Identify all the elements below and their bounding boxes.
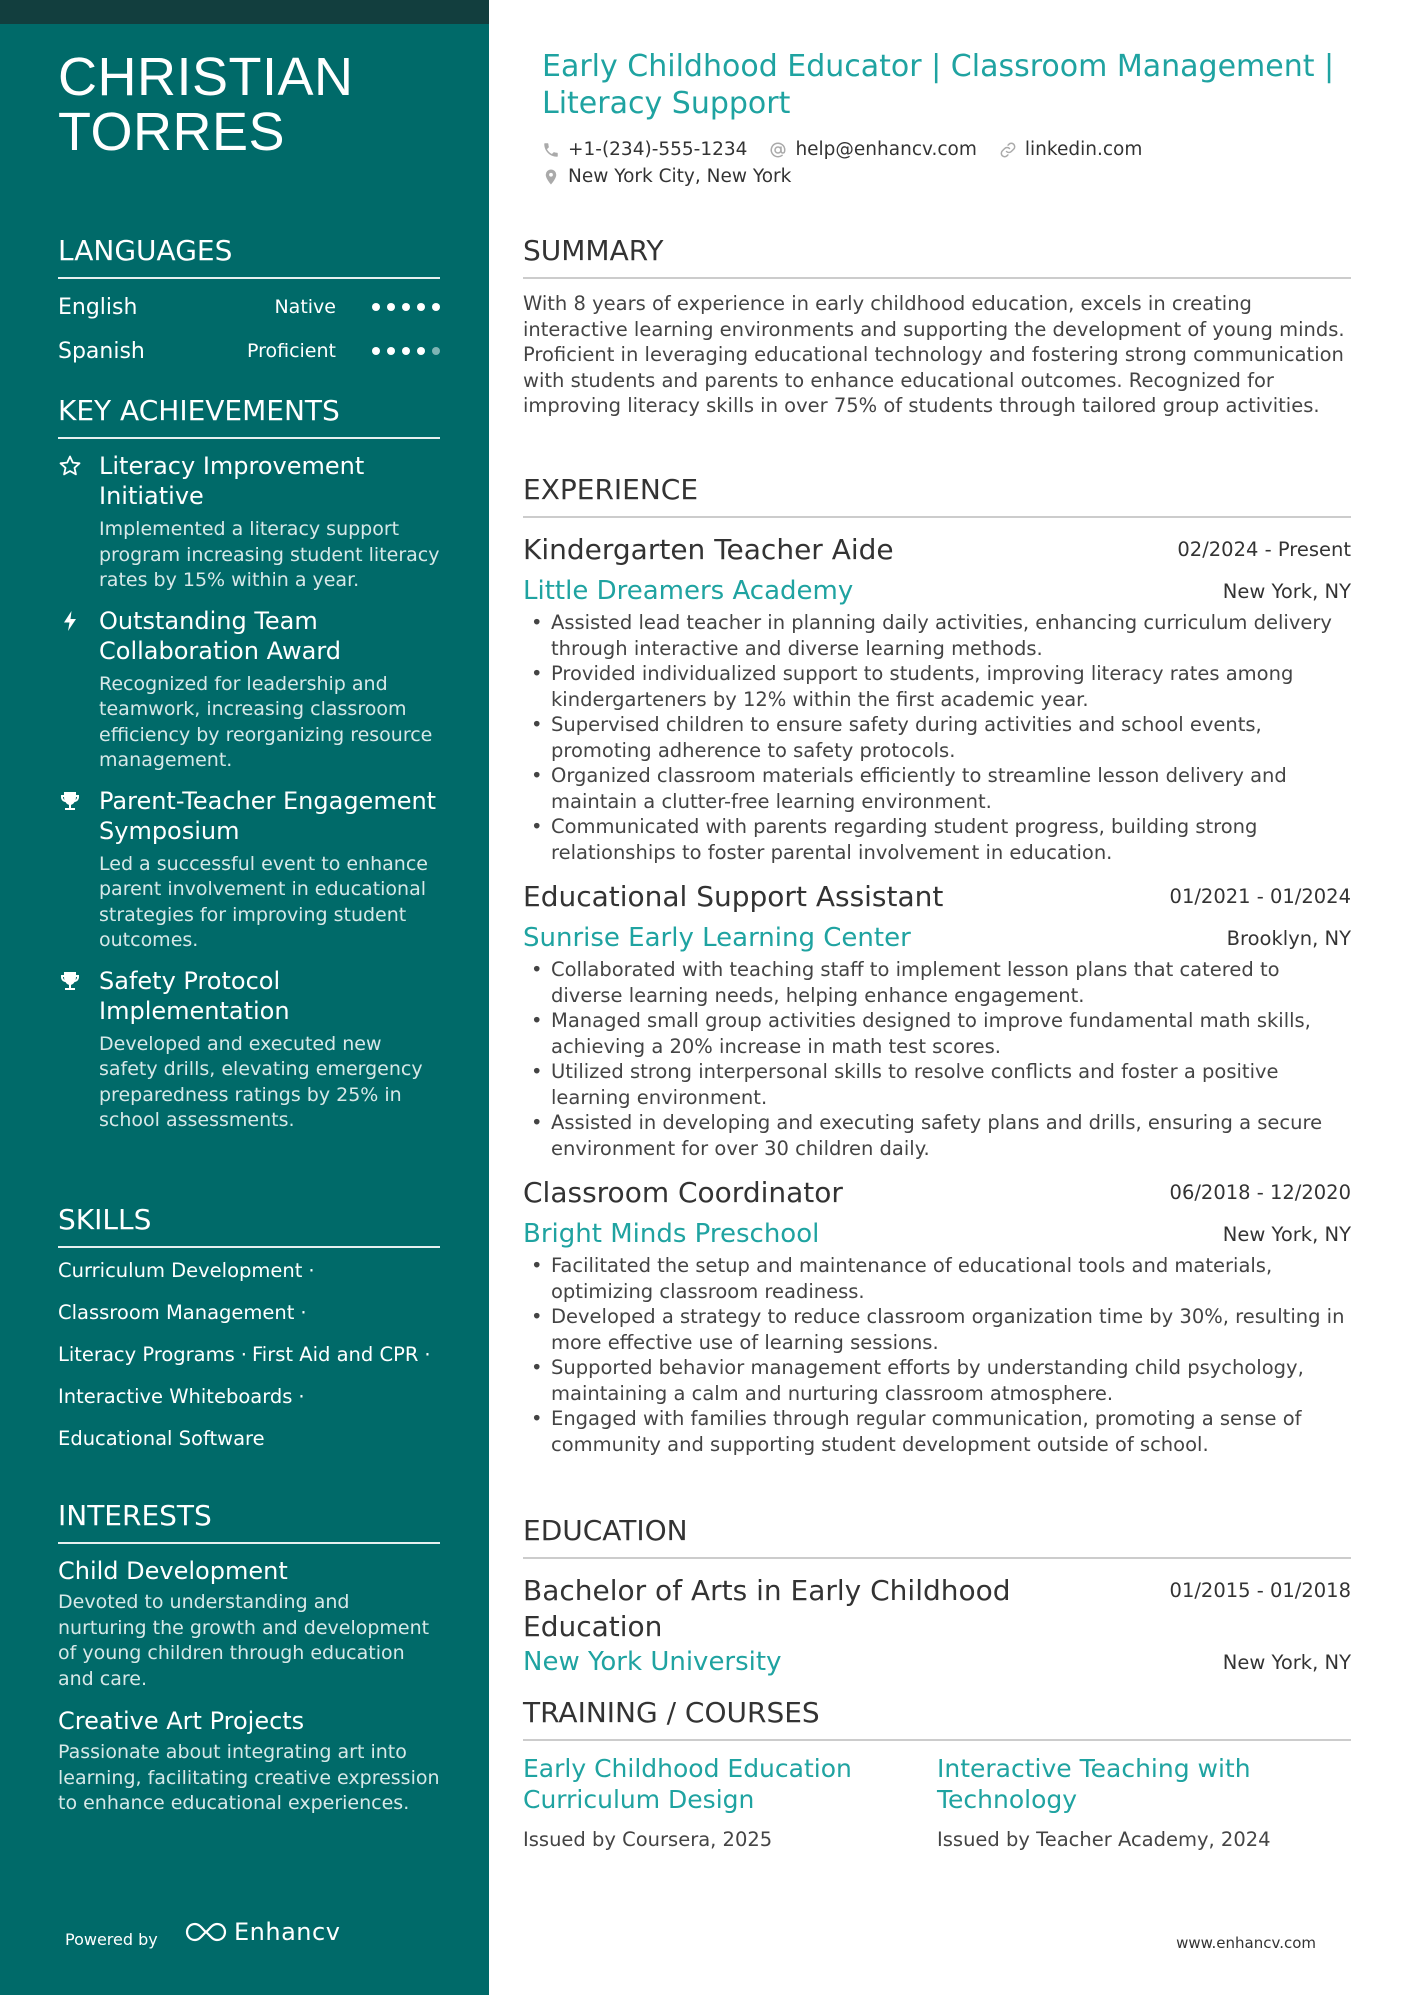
course-title: Early Childhood Education Curriculum Design xyxy=(523,1754,852,1814)
language-name: English xyxy=(58,294,138,320)
job-bullets xyxy=(523,1253,1351,1457)
achievements-section xyxy=(58,394,440,1134)
achievements-heading: KEY ACHIEVEMENTS xyxy=(58,394,440,439)
proficiency-dot xyxy=(417,347,425,355)
linkedin-contact[interactable] xyxy=(999,139,1142,160)
proficiency-dot xyxy=(402,347,410,355)
job-dates: 06/2018 - 12/2020 xyxy=(1169,1181,1351,1204)
bullet-item: • Managed small group activities designed to improve fundamental math skills, achieving a 20% increase in math test scores. xyxy=(523,1008,1351,1059)
bullet-item: • Utilized strong interpersonal skills to resolve conflicts and foster a positive learning environment. xyxy=(523,1059,1351,1110)
trophy-icon xyxy=(58,789,82,813)
education-header xyxy=(523,1569,1351,1641)
first-name: CHRISTIAN xyxy=(58,47,354,107)
achievement-title: Outstanding Team Collaboration Award xyxy=(99,606,342,665)
phone-contact[interactable] xyxy=(542,139,747,160)
job-entry xyxy=(523,528,1351,865)
language-row xyxy=(58,329,440,373)
skill-tag: Interactive Whiteboards xyxy=(58,1385,293,1408)
summary-text: With 8 years of experience in early childhood education, excels in creating interactive learning environments and supporting the development of young minds. Proficient in leveraging educational technology and fostering strong communication with students and parents to enhance educational outcomes. Recognized for improving literacy skills in over 75% of students through tailored group activities. xyxy=(523,292,1345,417)
bullet-item: • Collaborated with teaching staff to implement lesson plans that catered to diverse learning needs, helping enhance engagement. xyxy=(523,957,1351,1008)
skill-row xyxy=(58,1334,440,1376)
skill-row xyxy=(58,1418,440,1460)
education-section xyxy=(523,1514,1351,1679)
bullet-item: • Facilitated the setup and maintenance of educational tools and materials, optimizing classroom readiness. xyxy=(523,1253,1351,1304)
proficiency-dot xyxy=(372,347,380,355)
job-location: New York, NY xyxy=(1222,1223,1351,1246)
achievement-description: Implemented a literacy support program increasing student literacy rates by 15% within a year. xyxy=(99,518,440,591)
degree-title: Bachelor of Arts in Early Childhood Education xyxy=(523,1574,1011,1643)
achievement-item xyxy=(58,606,440,774)
company-name: Little Dreamers Academy xyxy=(523,576,854,606)
link-icon xyxy=(999,141,1017,159)
skill-row xyxy=(58,1250,440,1292)
bullet-item: • Supported behavior management efforts by understanding child psychology, maintaining a calm and nurturing classroom atmosphere. xyxy=(523,1355,1351,1406)
job-title: Classroom Coordinator xyxy=(523,1176,843,1209)
bullet-item: • Supervised children to ensure safety during activities and school events, promoting adherence to safety protocols. xyxy=(523,712,1351,763)
job-title: Educational Support Assistant xyxy=(523,880,944,913)
email-contact[interactable] xyxy=(769,139,976,160)
interest-description: Devoted to understanding and nurturing the growth and development of young children through education and care. xyxy=(58,1591,430,1690)
experience-heading: EXPERIENCE xyxy=(523,473,1351,518)
sidebar xyxy=(0,0,489,1995)
skill-tag: Educational Software xyxy=(58,1427,265,1450)
job-subheader xyxy=(523,919,1351,955)
achievement-description: Led a successful event to enhance parent involvement in educational strategies for improving student outcomes. xyxy=(99,852,428,951)
languages-section xyxy=(58,234,440,373)
proficiency-dot xyxy=(387,347,395,355)
enhancv-logo[interactable] xyxy=(184,1918,340,1946)
language-row xyxy=(58,285,440,329)
star-icon xyxy=(58,454,82,478)
location-contact xyxy=(542,166,791,187)
course-item xyxy=(523,1753,937,1853)
proficiency-dot xyxy=(372,303,380,311)
education-dates: 01/2015 - 01/2018 xyxy=(1169,1579,1351,1602)
skill-row xyxy=(58,1292,440,1334)
education-subheader xyxy=(523,1643,1351,1679)
skills-section xyxy=(58,1203,440,1460)
interests-section xyxy=(58,1499,440,1817)
skill-separator: · xyxy=(240,1343,247,1366)
skill-separator: · xyxy=(424,1343,431,1366)
skill-tag: Curriculum Development xyxy=(58,1259,303,1282)
achievement-item xyxy=(58,786,440,954)
phone-text: +1-(234)-555-1234 xyxy=(568,139,748,160)
proficiency-dot xyxy=(402,303,410,311)
skill-separator: · xyxy=(300,1301,307,1324)
achievement-description: Recognized for leadership and teamwork, increasing classroom efficiency by reorganizing resource management. xyxy=(99,672,433,771)
headline: Early Childhood Educator | Classroom Management | Literacy Support xyxy=(542,49,1335,121)
proficiency-dot xyxy=(417,303,425,311)
course-title: Interactive Teaching with Technology xyxy=(937,1754,1251,1814)
infinity-logo-icon xyxy=(184,1920,228,1944)
job-bullets xyxy=(523,610,1351,865)
candidate-name xyxy=(58,47,458,162)
course-issuer: Issued by Coursera, 2025 xyxy=(523,1828,773,1851)
interest-title: Creative Art Projects xyxy=(58,1707,305,1735)
skill-separator: · xyxy=(308,1259,315,1282)
course-item xyxy=(937,1753,1351,1853)
language-name: Spanish xyxy=(58,338,145,364)
language-level: Proficient xyxy=(246,340,336,362)
achievement-title: Safety Protocol Implementation xyxy=(99,966,290,1025)
bullet-item: • Assisted in developing and executing safety plans and drills, ensuring a secure environment for over 30 children daily. xyxy=(523,1110,1351,1161)
achievement-item xyxy=(58,966,440,1134)
education-heading: EDUCATION xyxy=(523,1514,1351,1559)
last-name: TORRES xyxy=(58,102,286,162)
skills-heading: SKILLS xyxy=(58,1203,440,1248)
job-entry xyxy=(523,1171,1351,1457)
job-subheader xyxy=(523,572,1351,608)
training-heading: TRAINING / COURSES xyxy=(523,1696,1351,1741)
achievement-title: Literacy Improvement Initiative xyxy=(99,452,365,510)
location-pin-icon xyxy=(542,168,560,186)
languages-heading: LANGUAGES xyxy=(58,234,440,279)
skill-tag: Classroom Management xyxy=(58,1301,295,1324)
bullet-item: • Developed a strategy to reduce classroom organization time by 30%, resulting in more effective use of learning sessions. xyxy=(523,1304,1351,1355)
contact-info xyxy=(542,136,1362,190)
linkedin-text: linkedin.com xyxy=(1024,139,1143,160)
summary-section xyxy=(523,234,1351,419)
training-section xyxy=(523,1696,1351,1853)
job-header xyxy=(523,875,1351,919)
powered-by-label: Powered by xyxy=(65,1930,158,1949)
job-bullets xyxy=(523,957,1351,1161)
experience-section xyxy=(523,473,1351,1457)
skill-tag: First Aid and CPR xyxy=(252,1343,419,1366)
email-text: help@enhancv.com xyxy=(795,139,977,160)
job-subheader xyxy=(523,1215,1351,1251)
language-proficiency-dots xyxy=(372,347,440,355)
school-name: New York University xyxy=(523,1647,782,1677)
contact-line xyxy=(542,136,1362,163)
job-dates: 01/2021 - 01/2024 xyxy=(1169,885,1351,908)
lightning-icon xyxy=(58,609,82,633)
course-issuer: Issued by Teacher Academy, 2024 xyxy=(937,1828,1271,1851)
job-entry xyxy=(523,875,1351,1161)
summary-heading: SUMMARY xyxy=(523,234,1351,279)
achievement-item xyxy=(58,451,440,594)
job-dates: 02/2024 - Present xyxy=(1177,538,1351,561)
skill-row xyxy=(58,1376,440,1418)
job-header xyxy=(523,1171,1351,1215)
trophy-icon xyxy=(58,969,82,993)
achievement-title: Parent-Teacher Engagement Symposium xyxy=(99,786,437,845)
bullet-item: • Organized classroom materials efficiently to streamline lesson delivery and maintain a clutter-free learning environment. xyxy=(523,763,1351,814)
proficiency-dot xyxy=(432,347,440,355)
proficiency-dot xyxy=(387,303,395,311)
job-location: New York, NY xyxy=(1222,580,1351,603)
sidebar-top-bar xyxy=(0,0,489,24)
skill-separator: · xyxy=(298,1385,305,1408)
footer-url[interactable]: www.enhancv.com xyxy=(1176,1934,1316,1952)
interests-heading: INTERESTS xyxy=(58,1499,440,1544)
course-list xyxy=(523,1753,1351,1853)
job-title: Kindergarten Teacher Aide xyxy=(523,533,894,566)
bullet-item: • Assisted lead teacher in planning daily activities, enhancing curriculum delivery through interactive and diverse learning methods. xyxy=(523,610,1351,661)
achievement-description: Developed and executed new safety drills, elevating emergency preparedness ratings by 25% in school assessments. xyxy=(99,1032,423,1131)
brand-name: Enhancv xyxy=(234,1918,341,1946)
company-name: Sunrise Early Learning Center xyxy=(523,923,911,953)
bullet-item: • Engaged with families through regular communication, promoting a sense of community and supporting student development outside of school. xyxy=(523,1406,1351,1457)
language-level: Native xyxy=(274,296,336,318)
skill-tag: Literacy Programs xyxy=(58,1343,235,1366)
location-text: New York City, New York xyxy=(568,166,792,187)
proficiency-dot xyxy=(432,303,440,311)
language-proficiency-dots xyxy=(372,303,440,311)
at-sign-icon xyxy=(769,141,787,159)
contact-line xyxy=(542,163,1362,190)
interest-title: Child Development xyxy=(58,1557,288,1585)
company-name: Bright Minds Preschool xyxy=(523,1219,820,1249)
job-location: Brooklyn, NY xyxy=(1226,927,1351,950)
interest-description: Passionate about integrating art into learning, facilitating creative expression to enhance educational experiences. xyxy=(58,1741,440,1814)
bullet-item: • Communicated with parents regarding student progress, building strong relationships to foster parental involvement in education. xyxy=(523,814,1351,865)
bullet-item: • Provided individualized support to students, improving literacy rates among kindergarteners by 12% within the first academic year. xyxy=(523,661,1351,712)
job-header xyxy=(523,528,1351,572)
phone-icon xyxy=(542,141,560,159)
education-location: New York, NY xyxy=(1222,1651,1351,1674)
